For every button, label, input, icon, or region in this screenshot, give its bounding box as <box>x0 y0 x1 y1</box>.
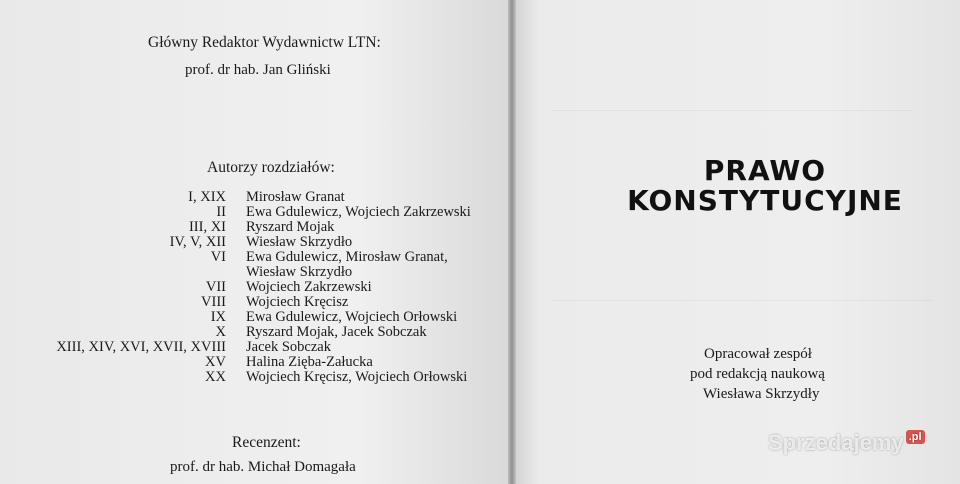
author-names: Wojciech Kręcisz, Wojciech Orłowski <box>246 369 468 385</box>
book-title-line2: KONSTYTUCYJNE <box>627 184 903 217</box>
author-names: Mirosław Granat <box>246 189 345 205</box>
authors-heading: Autorzy rozdziałów: <box>207 159 335 176</box>
reviewer-name: prof. dr hab. Michał Domagała <box>170 459 356 475</box>
author-chapters: XV <box>205 354 226 370</box>
author-chapters: VIII <box>201 294 226 310</box>
author-names: Ryszard Mojak <box>246 219 335 235</box>
watermark-tld: .pl <box>906 430 925 444</box>
book-spine <box>508 0 516 484</box>
reviewer-heading: Recenzent: <box>232 434 301 451</box>
credit-line1: Opracował zespół <box>704 346 812 362</box>
watermark-logo <box>768 430 925 456</box>
author-chapters: II <box>216 204 226 220</box>
editor-heading: Główny Redaktor Wydawnictw LTN: <box>148 34 381 51</box>
author-chapters: I, XIX <box>188 189 226 205</box>
author-chapters: XIII, XIV, XVI, XVII, XVIII <box>56 339 226 355</box>
author-chapters: III, XI <box>188 219 226 235</box>
author-names: Ryszard Mojak, Jacek Sobczak <box>246 324 427 340</box>
credit-line2: pod redakcją naukową <box>690 366 825 382</box>
author-names: Wojciech Kręcisz <box>246 294 349 310</box>
author-chapters: VII <box>205 279 226 295</box>
author-names: Ewa Gdulewicz, Wojciech Zakrzewski <box>246 204 471 220</box>
book-title-line1: PRAWO <box>703 154 827 187</box>
author-chapters: IX <box>210 309 226 325</box>
author-names: Wiesław Skrzydło <box>246 234 353 250</box>
author-names: Wojciech Zakrzewski <box>246 279 372 295</box>
author-names: Halina Zięba-Załucka <box>246 354 373 370</box>
author-names: Ewa Gdulewicz, Wojciech Orłowski <box>246 309 458 325</box>
author-chapters: IV, V, XII <box>169 234 226 250</box>
author-names: Ewa Gdulewicz, Mirosław Granat, <box>246 249 448 265</box>
author-names: Jacek Sobczak <box>246 339 331 355</box>
author-names: Wiesław Skrzydło <box>246 264 353 280</box>
author-chapters: X <box>215 324 226 340</box>
author-chapters: VI <box>210 249 226 265</box>
editor-name: prof. dr hab. Jan Gliński <box>185 62 331 78</box>
credit-line3: Wiesława Skrzydły <box>703 386 820 402</box>
watermark-text: Sprzedajemy <box>768 430 904 455</box>
right-page <box>512 0 960 484</box>
author-chapters: XX <box>205 369 226 385</box>
